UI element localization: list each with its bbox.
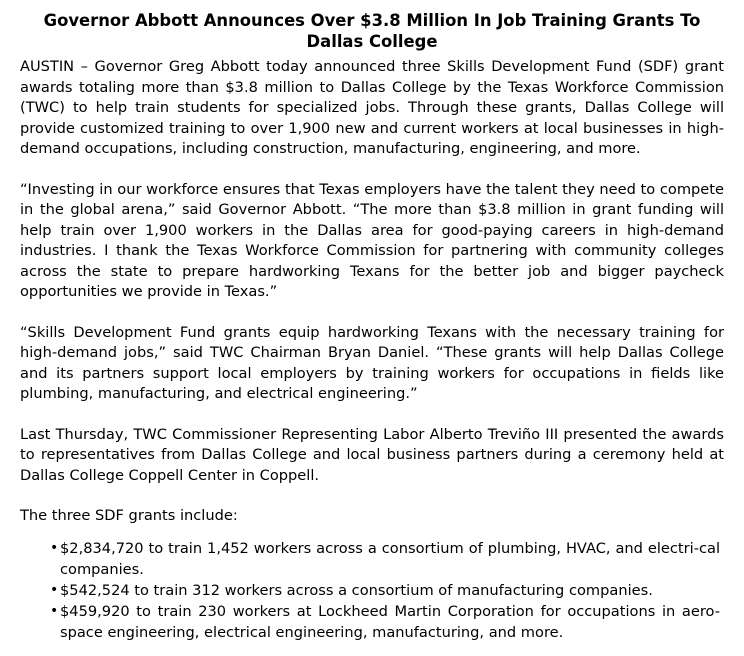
grants-intro-paragraph: The three SDF grants include: xyxy=(20,507,238,524)
list-item xyxy=(0,580,744,601)
list-item xyxy=(0,538,744,580)
bullet-icon: • xyxy=(50,603,59,619)
grant-text: $459,920 to train 230 workers at Lockheed Martin Corporation for occupations in aero-space engineering, electrical engineering, manufacturing, and more. xyxy=(60,603,720,641)
press-release-title: Governor Abbott Announces Over $3.8 Million In Job Training Grants To Dallas College xyxy=(43,11,701,51)
governor-quote-paragraph: “Investing in our workforce ensures that Texas employers have the talent they need to compete in the global arena,” said Governor Abbott. “The more than $3.8 million in grant funding will help train over 1,900 workers in the Dallas area for good-paying careers in high-demand industries. I thank the Texas Workforce Commission for partnering with community colleges across the state to prepare hardworking Texans for the better job and bigger paycheck opportunities we provide in Texas.” xyxy=(20,180,724,300)
bullet-icon: • xyxy=(50,582,59,598)
intro-paragraph: AUSTIN – Governor Greg Abbott today announced three Skills Development Fund (SDF) grant awards totaling more than $3.8 million to Dallas College by the Texas Workforce Commission (TWC) to help train students for specialized jobs. Through these grants, Dallas College will provide customized training to over 1,900 new and current workers at local businesses in high-demand occupations, including construction, manufacturing, engineering, and more. xyxy=(20,58,724,157)
bullet-icon: • xyxy=(50,540,59,556)
ceremony-paragraph: Last Thursday, TWC Commissioner Representing Labor Alberto Treviño III presented the awards to representatives from Dallas College and local business partners during a ceremony held at Dallas College Coppell Center in Coppell. xyxy=(20,425,724,484)
chairman-quote-paragraph: “Skills Development Fund grants equip hardworking Texans with the necessary training for high-demand jobs,” said TWC Chairman Bryan Daniel. “These grants will help Dallas College and its partners support local employers by training workers for occupations in fields like plumbing, manufacturing, and electrical engineering.” xyxy=(20,323,724,402)
grants-list xyxy=(0,538,744,643)
grant-text: $542,524 to train 312 workers across a consortium of manufacturing companies. xyxy=(60,582,653,599)
grant-text: $2,834,720 to train 1,452 workers across a consortium of plumbing, HVAC, and electri-cal companies. xyxy=(60,540,720,578)
list-item xyxy=(0,601,744,643)
